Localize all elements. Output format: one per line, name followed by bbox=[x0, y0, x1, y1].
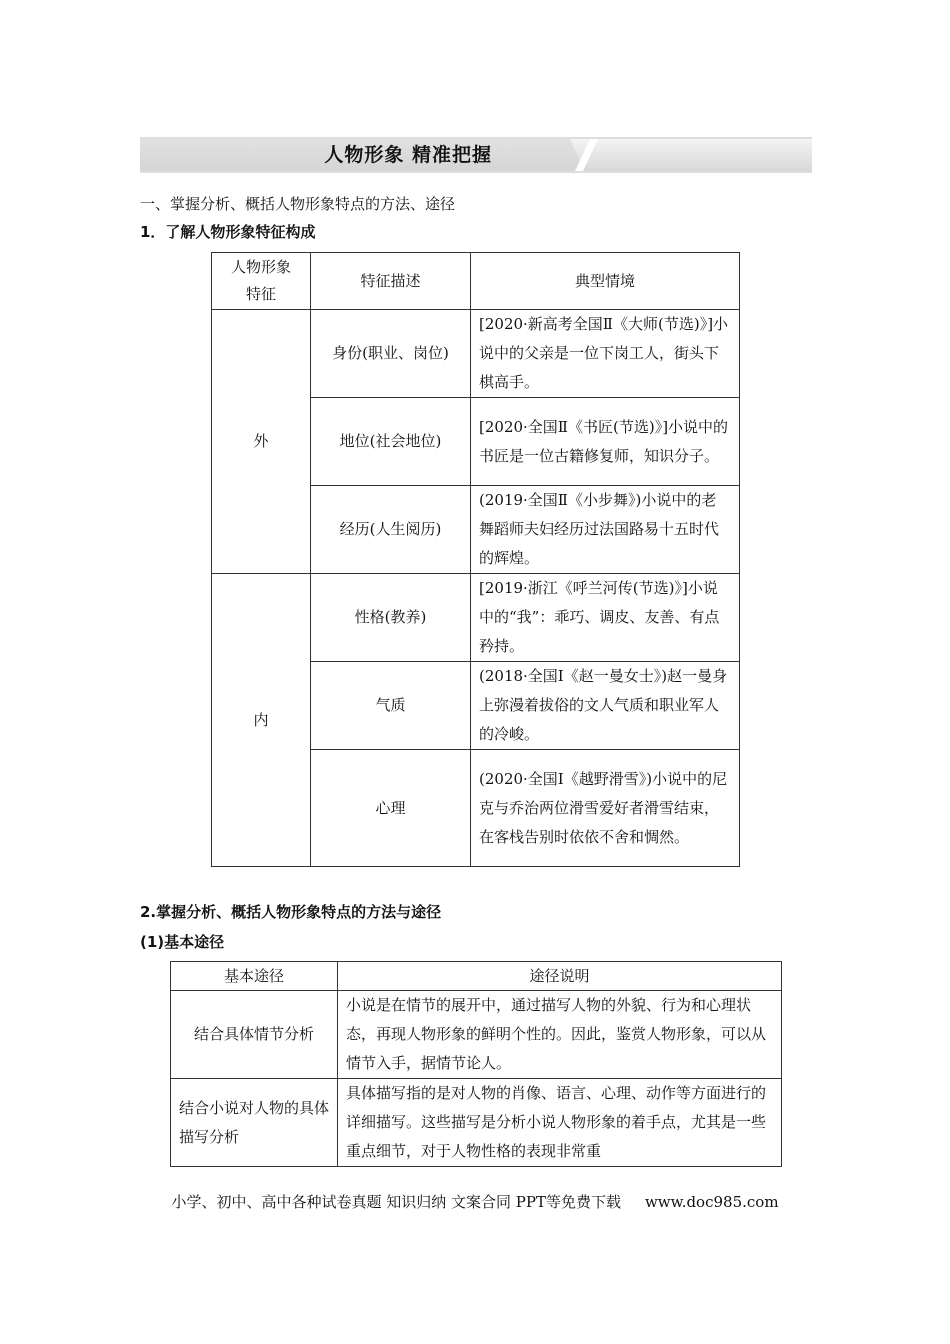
header-description: 特征描述 bbox=[311, 253, 471, 310]
table-header-row bbox=[171, 962, 782, 991]
section1-heading: 一、掌握分析、概括人物形象特点的方法、途径 bbox=[140, 195, 456, 213]
method-cell: 结合小说对人物的具体描写分析 bbox=[171, 1079, 338, 1167]
explanation-cell: 小说是在情节的展开中，通过描写人物的外貌、行为和心理状态，再现人物形象的鲜明个性的。因此，鉴赏人物形象，可以从情节入手，据情节论人。 bbox=[338, 991, 782, 1079]
feature-cell: 性格(教养) bbox=[311, 574, 471, 662]
section1-subheading: 1．了解人物形象特征构成 bbox=[140, 223, 316, 241]
feature-cell: 经历(人生阅历) bbox=[311, 486, 471, 574]
example-cell: [2020·新高考全国Ⅱ《大师(节选)》]小说中的父亲是一位下岗工人，街头下棋高手。 bbox=[471, 310, 740, 398]
table-row bbox=[212, 574, 740, 662]
table-row bbox=[171, 1079, 782, 1167]
footer-text: 小学、初中、高中各种试卷真题 知识归纳 文案合同 PPT等免费下载 bbox=[171, 1193, 621, 1211]
table-row bbox=[171, 991, 782, 1079]
banner-title: 人物形象 精准把握 bbox=[324, 144, 492, 166]
feature-cell: 心理 bbox=[311, 750, 471, 867]
example-cell: [2019·浙江《呼兰河传(节选)》]小说中的“我”：乖巧、调皮、友善、有点矜持。 bbox=[471, 574, 740, 662]
header-method: 基本途径 bbox=[171, 962, 338, 991]
header-explanation: 途径说明 bbox=[338, 962, 782, 991]
example-cell: [2020·全国Ⅱ《书匠(节选)》]小说中的书匠是一位古籍修复师，知识分子。 bbox=[471, 398, 740, 486]
character-feature-table bbox=[211, 252, 740, 867]
category-outer: 外 bbox=[212, 310, 311, 574]
category-inner: 内 bbox=[212, 574, 311, 867]
table-row bbox=[212, 310, 740, 398]
table-header-row bbox=[212, 253, 740, 310]
page-footer bbox=[0, 1192, 950, 1212]
feature-cell: 气质 bbox=[311, 662, 471, 750]
header-feature: 人物形象特征 bbox=[212, 253, 311, 310]
feature-cell: 身份(职业、岗位) bbox=[311, 310, 471, 398]
example-cell: (2020·全国Ⅰ《越野滑雪》)小说中的尼克与乔治两位滑雪爱好者滑雪结束，在客栈告别时依依不舍和惆然。 bbox=[471, 750, 740, 867]
section2-subheading: (1)基本途径 bbox=[140, 933, 225, 951]
explanation-cell: 具体描写指的是对人物的肖像、语言、心理、动作等方面进行的详细描写。这些描写是分析小说人物形象的着手点，尤其是一些重点细节，对于人物性格的表现非常重 bbox=[338, 1079, 782, 1167]
example-cell: (2018·全国Ⅰ《赵一曼女士》)赵一曼身上弥漫着拔俗的文人气质和职业军人的冷峻。 bbox=[471, 662, 740, 750]
basic-methods-table bbox=[170, 961, 782, 1167]
footer-url[interactable]: www.doc985.com bbox=[644, 1193, 779, 1211]
method-cell: 结合具体情节分析 bbox=[171, 991, 338, 1079]
section2-heading: 2.掌握分析、概括人物形象特点的方法与途径 bbox=[140, 903, 442, 921]
section-banner bbox=[140, 136, 812, 174]
feature-cell: 地位(社会地位) bbox=[311, 398, 471, 486]
example-cell: (2019·全国Ⅱ《小步舞》)小说中的老舞蹈师夫妇经历过法国路易十五时代的辉煌。 bbox=[471, 486, 740, 574]
header-example: 典型情境 bbox=[471, 253, 740, 310]
